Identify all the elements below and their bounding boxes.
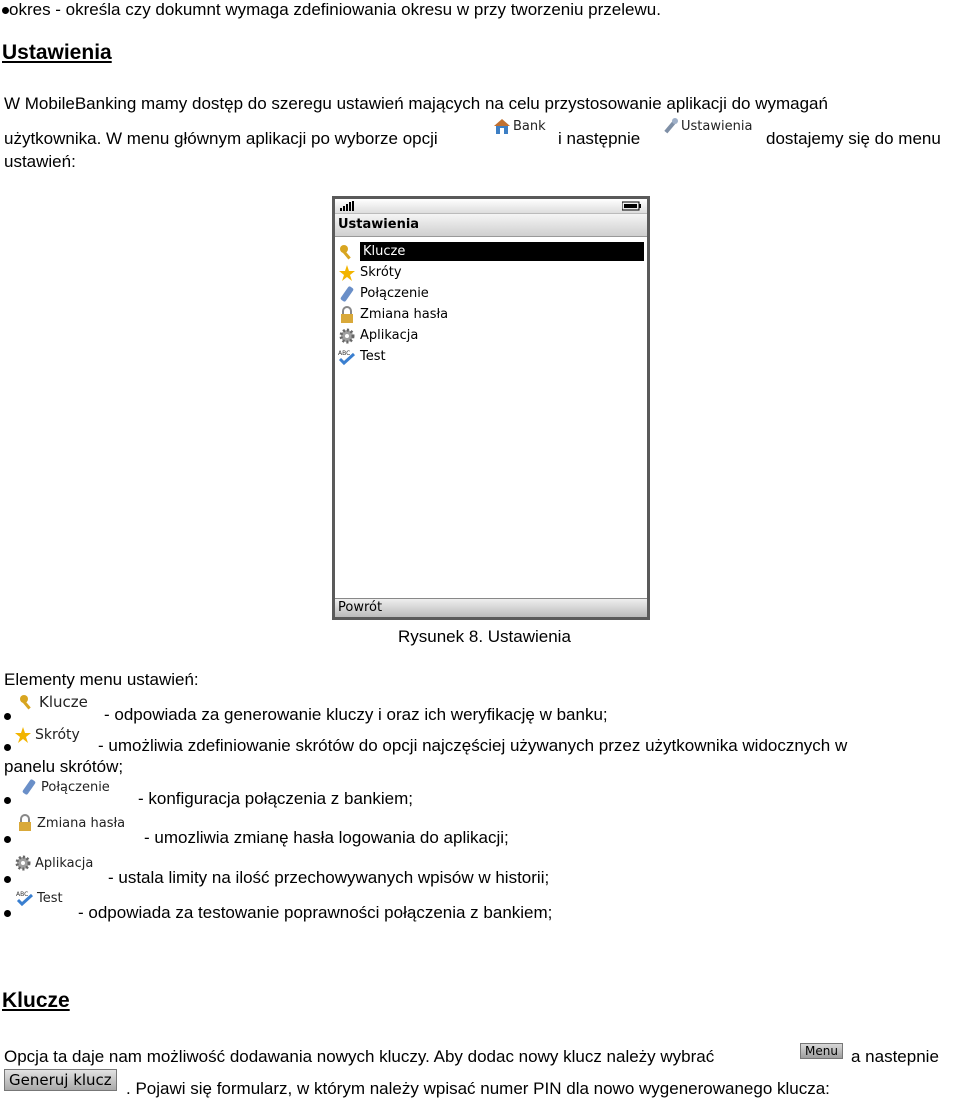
intro-bullet-line <box>2 0 661 20</box>
paragraph-line-2c: dostajemy się do menu <box>766 129 941 148</box>
phone-screenshot <box>332 196 650 620</box>
bullet <box>4 797 11 804</box>
list-desc-aplikacja: - ustala limity na ilość przechowywanych wpisów w historii; <box>108 868 550 887</box>
list-desc-zmiana-hasla: - umozliwia zmianę hasła logowania do aplikacji; <box>144 828 509 847</box>
bullet <box>2 7 9 14</box>
abc-check-icon <box>338 348 356 366</box>
phone-menu-item-skroty[interactable]: Skróty <box>335 262 647 283</box>
list-desc-klucze: - odpowiada za generowanie kluczy i oraz ich weryfikację w banku; <box>104 705 608 724</box>
signal-icon <box>340 196 364 216</box>
list-icon-polaczenie: Połączenie <box>20 778 110 796</box>
elements-intro: Elementy menu ustawień: <box>4 670 199 689</box>
svg-text:ABC: ABC <box>16 891 29 898</box>
phone-screen <box>335 199 647 617</box>
battery-icon <box>622 196 642 216</box>
phone-menu-item-aplikacja[interactable]: Aplikacja <box>335 325 647 346</box>
phone-menu-item-zmiana-hasla[interactable]: Zmiana hasła <box>335 304 647 325</box>
list-icon-klucze: Klucze <box>18 693 88 711</box>
connection-icon <box>338 285 356 303</box>
bullet <box>4 910 11 917</box>
inline-bank-label: Bank <box>513 118 546 134</box>
star-icon <box>14 726 32 744</box>
paragraph-line-1: W MobileBanking mamy dostęp do szeregu ustawień mających na celu przystosowanie aplikacji do wymagań <box>4 94 828 113</box>
inline-menu-button: Menu <box>800 1043 843 1059</box>
paragraph-line-3: ustawień: <box>4 152 76 171</box>
svg-text:ABC: ABC <box>338 349 351 357</box>
figure-caption: Rysunek 8. Ustawienia <box>398 627 571 646</box>
section-heading-ustawienia: Ustawienia <box>2 41 112 64</box>
bullet <box>4 713 11 720</box>
inline-bank-option <box>492 117 546 135</box>
phone-menu-item-klucze[interactable]: Klucze <box>335 241 647 262</box>
star-icon <box>338 264 356 282</box>
gear-icon <box>338 327 356 345</box>
paragraph-line-2a: użytkownika. W menu głównym aplikacji po wyborze opcji <box>4 129 438 148</box>
home-icon <box>492 117 510 135</box>
phone-softkey-back[interactable]: Powrót <box>335 598 647 617</box>
intro-bullet-text: okres - określa czy dokumnt wymaga zdefiniowania okresu w przy tworzeniu przelewu. <box>9 0 661 19</box>
abc-check-icon <box>16 889 34 907</box>
phone-menu-item-polaczenie[interactable]: Połączenie <box>335 283 647 304</box>
lock-icon <box>338 306 356 324</box>
phone-title: Ustawienia <box>335 214 647 237</box>
inline-settings-option <box>660 117 752 135</box>
bullet <box>4 836 11 843</box>
list-desc-polaczenie: - konfiguracja połączenia z bankiem; <box>138 789 413 808</box>
list-icon-test: ABC Test <box>16 890 63 906</box>
key-icon <box>338 243 356 261</box>
phone-status-bar <box>335 199 647 214</box>
klucze-line-1a: Opcja ta daje nam możliwość dodawania nowych kluczy. Aby dodac nowy klucz należy wybrać <box>4 1047 715 1066</box>
list-icon-zmiana-hasla: Zmiana hasła <box>16 814 125 832</box>
connection-icon <box>20 778 38 796</box>
inline-settings-label: Ustawienia <box>681 118 753 134</box>
bullet <box>4 744 11 751</box>
list-desc-skroty-cont: panelu skrótów; <box>4 757 124 776</box>
inline-generate-key-button: Generuj klucz <box>4 1069 117 1091</box>
wrench-icon <box>660 117 678 135</box>
phone-menu-item-test[interactable]: ABC Test <box>338 349 386 364</box>
list-desc-test: - odpowiada za testowanie poprawności połączenia z bankiem; <box>78 903 553 922</box>
list-icon-aplikacja: Aplikacja <box>14 854 93 872</box>
list-desc-skroty: - umożliwia zdefiniowanie skrótów do opcji najczęściej używanych przez użytkownika widocznych w <box>98 736 848 755</box>
lock-icon <box>16 814 34 832</box>
section-heading-klucze: Klucze <box>2 989 70 1012</box>
klucze-line-2: . Pojawi się formularz, w którym należy wpisać numer PIN dla nowo wygenerowanego klucza: <box>126 1079 830 1098</box>
bullet <box>4 876 11 883</box>
paragraph-line-2b: i następnie <box>558 129 641 148</box>
list-icon-skroty: Skróty <box>14 726 80 744</box>
gear-icon <box>14 854 32 872</box>
klucze-line-1b: a nastepnie <box>851 1047 939 1066</box>
key-icon <box>18 693 36 711</box>
